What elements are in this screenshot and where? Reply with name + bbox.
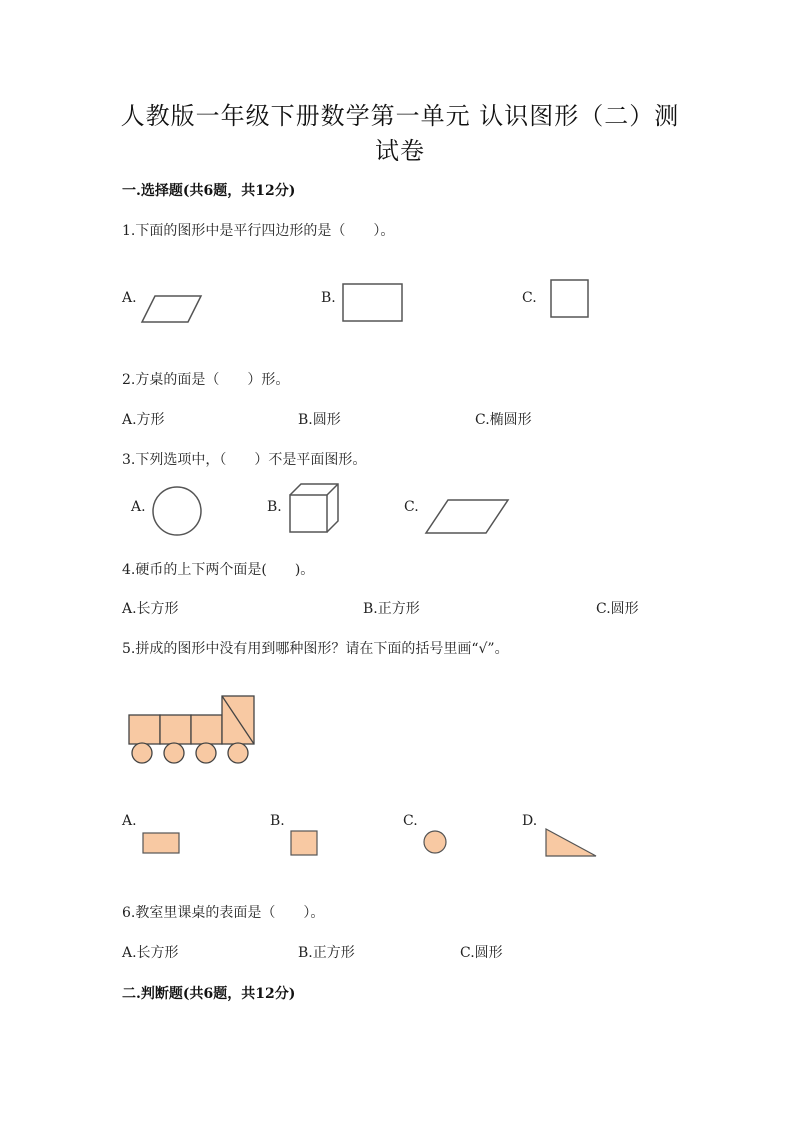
q3-option-b-label: B.: [267, 499, 282, 515]
q6-option-b: B.正方形: [298, 945, 355, 961]
question-3-text: 3.下列选项中，（ ）不是平面图形。: [122, 452, 367, 468]
q5-option-c-label: C.: [403, 813, 418, 829]
q4-option-a: A.长方形: [122, 601, 179, 617]
q4-option-c: C.圆形: [596, 601, 639, 617]
q2-option-b: B.圆形: [298, 412, 341, 428]
q5-option-b-label: B.: [270, 813, 285, 829]
q1-parallelogram-shape: [142, 296, 201, 322]
question-4-text: 4.硬币的上下两个面是( )。: [122, 562, 315, 578]
q3-parallelogram-shape: [426, 500, 508, 533]
question-1-text: 1.下面的图形中是平行四边形的是（ ）。: [122, 223, 395, 239]
q5-truck-figure: [129, 696, 254, 763]
q1-option-a-label: A.: [122, 290, 137, 306]
q5-triangle-shape: [546, 829, 596, 856]
q1-option-b-label: B.: [321, 290, 336, 306]
q2-option-c: C.椭圆形: [475, 412, 532, 428]
q5-circle-shape: [424, 831, 446, 853]
q3-cube-shape: [290, 484, 338, 532]
q2-option-a: A.方形: [122, 412, 165, 428]
q5-option-a-label: A.: [122, 813, 137, 829]
section-heading-choice: 一.选择题(共6题，共12分): [122, 183, 296, 199]
page-title-line2: 试卷: [375, 137, 425, 165]
q5-rectangle-shape: [143, 833, 179, 853]
page-title-line1: 人教版一年级下册数学第一单元 认识图形（二）测: [120, 102, 680, 130]
q1-rectangle-shape: [343, 284, 402, 321]
question-6-text: 6.教室里课桌的表面是（ ）。: [122, 905, 325, 921]
q6-option-a: A.长方形: [122, 945, 179, 961]
q1-square-shape: [551, 280, 588, 317]
q5-option-d-label: D.: [522, 813, 538, 829]
q5-square-shape: [291, 831, 317, 855]
q3-option-a-label: A.: [131, 499, 146, 515]
q6-option-c: C.圆形: [460, 945, 503, 961]
question-2-text: 2.方桌的面是（ ）形。: [122, 372, 290, 388]
section-heading-judgement: 二.判断题(共6题，共12分): [122, 986, 296, 1002]
question-5-text: 5.拼成的图形中没有用到哪种图形？请在下面的括号里画“√”。: [122, 641, 509, 657]
q1-option-c-label: C.: [522, 290, 537, 306]
q3-option-c-label: C.: [404, 499, 419, 515]
q3-circle-shape: [153, 487, 201, 535]
q4-option-b: B.正方形: [363, 601, 420, 617]
